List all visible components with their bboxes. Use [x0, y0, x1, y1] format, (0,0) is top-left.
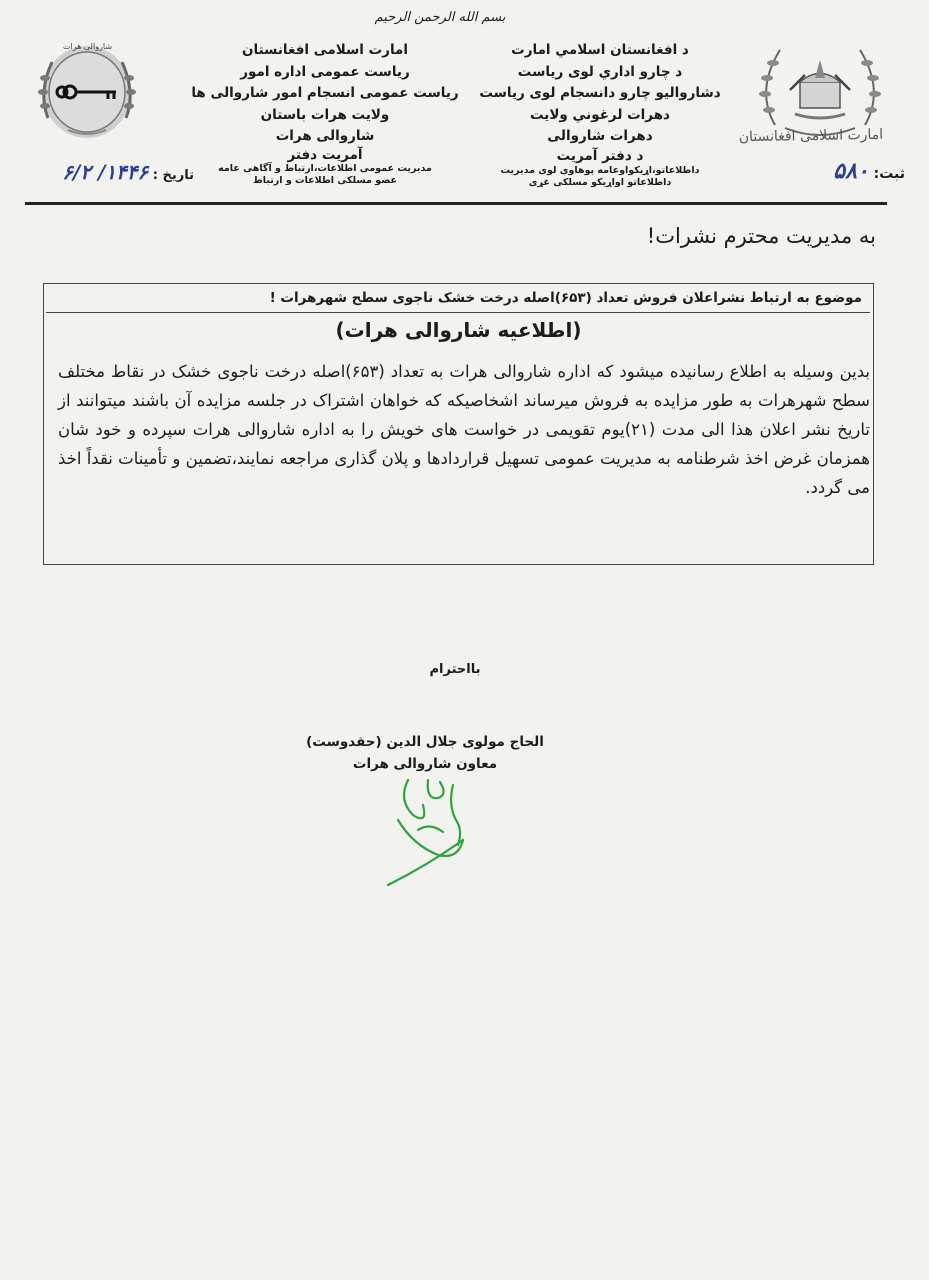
- registration-number-value: ۵۸۰: [833, 158, 869, 184]
- header-left-line: ریاست عمومی اداره امور: [240, 63, 410, 80]
- header-left-column: [190, 40, 460, 187]
- header-left-line: ریاست عمومی انسجام امور شاروالی ها: [191, 85, 459, 101]
- closing: بااحترام: [429, 662, 481, 677]
- signer-title: معاون شاروالی هرات: [352, 756, 498, 772]
- addressee: به مدیریت محترم نشرات!: [646, 224, 876, 248]
- header-right-line: دشاروالیو چارو دانسجام لوی ریاست: [479, 85, 721, 101]
- date-value: ۱۴۴۶/ ۶/۲: [62, 160, 149, 184]
- signature: [368, 760, 498, 890]
- header-right-subline: داطلاعاتو اواړیکو مسلکی غړی: [528, 176, 672, 188]
- emirate-emblem-logo: [745, 30, 895, 140]
- date-label: تاریخ :: [152, 168, 194, 183]
- basmala: بسم الله الرحمن الرحیم: [374, 10, 506, 25]
- header-left-subline: مدیریت عمومی اطلاعات،ارتباط و آگاهی عامه: [218, 162, 432, 174]
- header-right-column: [470, 40, 730, 189]
- header-right-line: دهرات شاروالی: [547, 128, 653, 144]
- emblem-caption: امارت اسلامی افغانستان: [738, 126, 884, 146]
- date-field: [24, 160, 194, 184]
- header-right-subline: داطلاعاتو،اړیکواوعامه پوهاوی لوی مدیریت: [500, 164, 700, 176]
- header-left-line: شاروالی هرات: [275, 128, 375, 144]
- header-divider: [25, 202, 887, 205]
- header-left-subline: عضو مسلکی اطلاعات و ارتباط: [252, 174, 398, 186]
- header-right-line: د دفتر آمريت: [556, 147, 644, 164]
- subject-line: موضوع به ارتباط نشراعلان فروش تعداد (۶۵۳)اصله درخت خشک ناجوی سطح شهرهرات !: [46, 287, 870, 313]
- herat-municipality-seal-logo: [28, 38, 146, 146]
- seal-caption: شاروالی هرات: [62, 42, 113, 51]
- header-right-line: دهرات لرغوني ولايت: [530, 106, 670, 123]
- header-left-line: امارت اسلامی افغانستان: [241, 42, 409, 58]
- header-right-line: د افغانستان اسلامي امارت: [511, 42, 689, 58]
- header-left-line: آمریت دفتر: [287, 146, 363, 163]
- header-left-line: ولایت هرات باستان: [260, 106, 390, 123]
- registration-number: [735, 158, 905, 184]
- header-right-line: د چارو اداري لوى رياست: [517, 63, 683, 80]
- registration-label: ثبت:: [873, 166, 905, 182]
- signer-name: الحاج مولوی جلال الدین (حقدوست): [306, 734, 544, 750]
- notice-title: (اطلاعیه شاروالی هرات): [335, 318, 582, 342]
- notice-body: بدین وسیله به اطلاع رسانیده میشود که اداره شاروالی هرات به تعداد (۶۵۳)اصله درخت ناجوی خشک در نقاط مختلف سطح شهرهرات به طور مزایده به فروش میرساند اشخاصیکه که خواهان اشتراک در جلسه مزایده آن باشند میتوانند از تاریخ نشر اعلان هذا الی مدت (۲۱)یوم تقویمی در خواست های خویش را به اداره شاروالی هرات سپرده و خود شان همزمان غرض اخذ شرطنامه به مدیریت عمومی تسهیل قراردادها و پلان گذاری مراجعه نمایند،تضمین و تأمینات نقداً اخذ می گردد.: [58, 362, 871, 497]
